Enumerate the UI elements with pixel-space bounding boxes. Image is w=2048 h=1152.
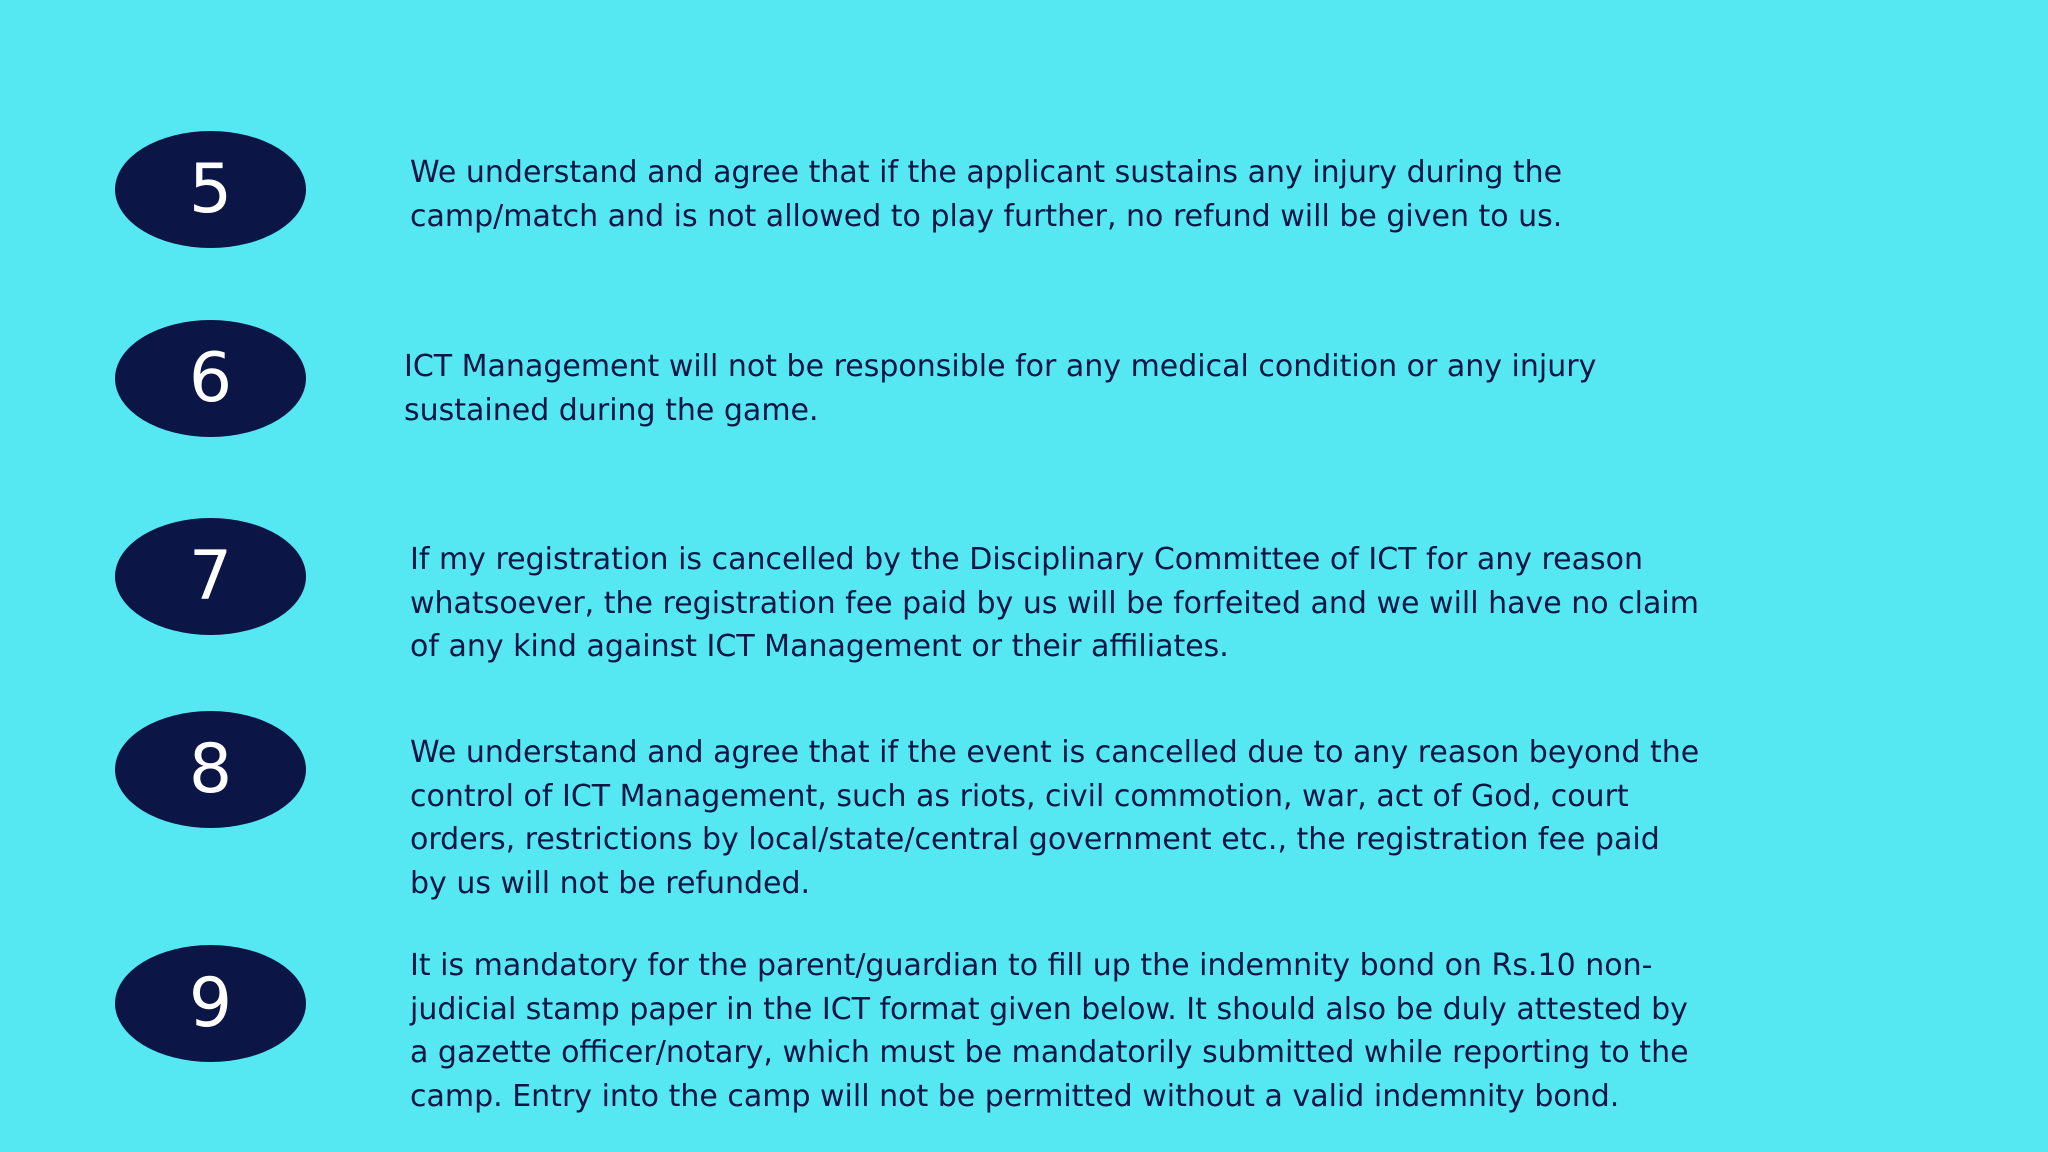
clause-text-line: camp. Entry into the camp will not be permitted without a valid indemnity bond.: [410, 1078, 1620, 1114]
clause-text-line: camp/match and is not allowed to play further, no refund will be given to us.: [410, 198, 1563, 234]
clause-text-line: We understand and agree that if the applicant sustains any injury during the: [410, 155, 1563, 190]
clause-text-line: control of ICT Management, such as riots, civil commotion, war, act of God, court: [410, 778, 1629, 814]
clause-number: 6: [188, 338, 233, 418]
clause-text-line: ICT Management will not be responsible for any medical condition or any injury: [404, 349, 1597, 384]
clause-number-badge: [115, 945, 306, 1062]
clause-text: [410, 944, 1689, 1118]
clause-number-badge: [115, 711, 306, 828]
clause-number-badge: [115, 518, 306, 635]
clause-text-line: by us will not be refunded.: [410, 865, 811, 901]
clause-text: [410, 151, 1670, 238]
clause-number-badge: [115, 131, 306, 248]
clause-text: [404, 345, 1664, 432]
clause-number: 8: [188, 729, 233, 809]
clause-number: 5: [188, 149, 233, 229]
clause-text-line: We understand and agree that if the event is cancelled due to any reason beyond the: [410, 735, 1700, 770]
clause-text: [410, 731, 1700, 905]
clause-text-line: sustained during the game.: [404, 392, 819, 428]
clause-text: [410, 538, 1699, 669]
clause-text-line: a gazette officer/notary, which must be mandatorily submitted while reporting to the: [410, 1035, 1689, 1070]
clause-text-line: whatsoever, the registration fee paid by us will be forfeited and we will have no claim: [410, 585, 1699, 621]
clause-number: 7: [188, 536, 233, 616]
clause-text-line: of any kind against ICT Management or their affiliates.: [410, 629, 1229, 664]
clause-text-line: It is mandatory for the parent/guardian to fill up the indemnity bond on Rs.10 non-: [410, 948, 1653, 983]
clause-text-line: orders, restrictions by local/state/central government etc., the registration fee paid: [410, 822, 1660, 857]
clause-number: 9: [188, 963, 233, 1043]
clause-number-badge: [115, 320, 306, 437]
clause-text-line: If my registration is cancelled by the Disciplinary Committee of ICT for any reason: [410, 542, 1644, 577]
clause-text-line: judicial stamp paper in the ICT format given below. It should also be duly attested by: [410, 991, 1688, 1027]
